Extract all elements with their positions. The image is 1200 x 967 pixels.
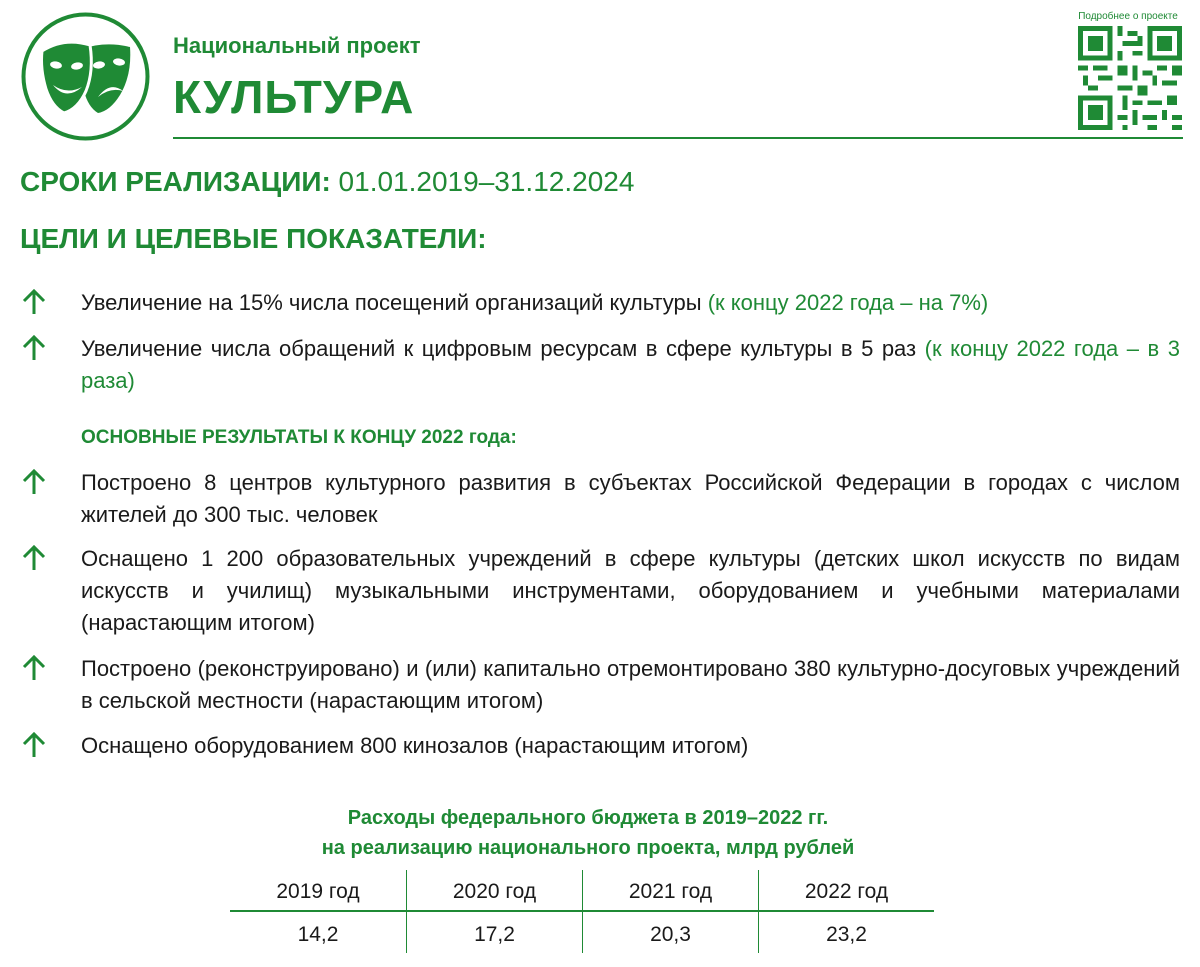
arrow-up-icon bbox=[20, 468, 48, 496]
budget-title-line: на реализацию национального проекта, млрд рублей bbox=[321, 837, 855, 859]
arrow-up-icon bbox=[20, 544, 48, 572]
goal-note: (к концу 2022 года – в 3 раза) bbox=[81, 336, 1180, 393]
result-text: Оснащено оборудованием 800 кинозалов (нарастающим итогом) bbox=[81, 733, 749, 758]
budget-value-cell: 20,3 bbox=[582, 912, 758, 953]
qr-code-icon[interactable] bbox=[1078, 26, 1182, 130]
arrow-up-icon bbox=[20, 654, 48, 682]
result-item bbox=[20, 543, 1180, 639]
theatre-masks-logo-icon bbox=[20, 11, 151, 142]
result-item bbox=[20, 730, 1180, 762]
budget-header-row bbox=[230, 870, 934, 910]
header-divider bbox=[173, 137, 1183, 139]
qr-caption: Подробнее о проекте bbox=[1078, 11, 1178, 22]
budget-title-line: Расходы федерального бюджета в 2019–2022 гг. bbox=[347, 807, 829, 829]
budget-value-cell: 23,2 bbox=[758, 912, 934, 953]
result-text: Построено 8 центров культурного развития в субъектах Российской Федерации в городах с числом жителей до 300 тыс. человек bbox=[81, 470, 1180, 527]
budget-value-row bbox=[230, 912, 934, 953]
implementation-period-value: 01.01.2019–31.12.2024 bbox=[330, 166, 635, 197]
budget-value-cell: 14,2 bbox=[297, 923, 339, 946]
project-subtitle: Национальный проект bbox=[173, 33, 421, 58]
budget-year-cell: 2021 год bbox=[582, 870, 758, 910]
arrow-up-icon bbox=[20, 288, 48, 316]
budget-table bbox=[230, 870, 934, 953]
arrow-up-icon bbox=[20, 731, 48, 759]
goal-note: (к концу 2022 года – на 7%) bbox=[707, 290, 989, 315]
result-item bbox=[20, 467, 1180, 531]
implementation-period-label: СРОКИ РЕАЛИЗАЦИИ: bbox=[20, 166, 331, 197]
results-heading: ОСНОВНЫЕ РЕЗУЛЬТАТЫ К КОНЦУ 2022 года: bbox=[81, 427, 517, 448]
arrow-up-icon bbox=[20, 334, 48, 362]
result-item bbox=[20, 653, 1180, 717]
goal-item bbox=[20, 287, 1180, 319]
goal-text: Увеличение числа обращений к цифровым ресурсам в сфере культуры в 5 раз bbox=[81, 336, 925, 361]
budget-value-cell: 17,2 bbox=[406, 912, 582, 953]
implementation-period bbox=[20, 166, 634, 198]
goal-item bbox=[20, 333, 1180, 397]
project-title: КУЛЬТУРА bbox=[173, 71, 415, 123]
budget-year-cell: 2020 год bbox=[406, 870, 582, 910]
goal-text: Увеличение на 15% числа посещений организаций культуры bbox=[81, 290, 708, 315]
result-text: Оснащено 1 200 образовательных учреждений в сфере культуры (детских школ искусств по видам искусств и училищ) музыкальными инструментами, оборудованием и учебными материалами (нарастающим итогом) bbox=[81, 546, 1180, 635]
budget-year-cell: 2022 год bbox=[758, 870, 934, 910]
result-text: Построено (реконструировано) и (или) капитально отремонтировано 380 культурно-досуговых учреждений в сельской местности (нарастающим итогом) bbox=[81, 656, 1180, 713]
goals-heading: ЦЕЛИ И ЦЕЛЕВЫЕ ПОКАЗАТЕЛИ: bbox=[20, 223, 487, 254]
budget-year-cell: 2019 год bbox=[276, 880, 360, 903]
budget-title bbox=[230, 803, 946, 863]
